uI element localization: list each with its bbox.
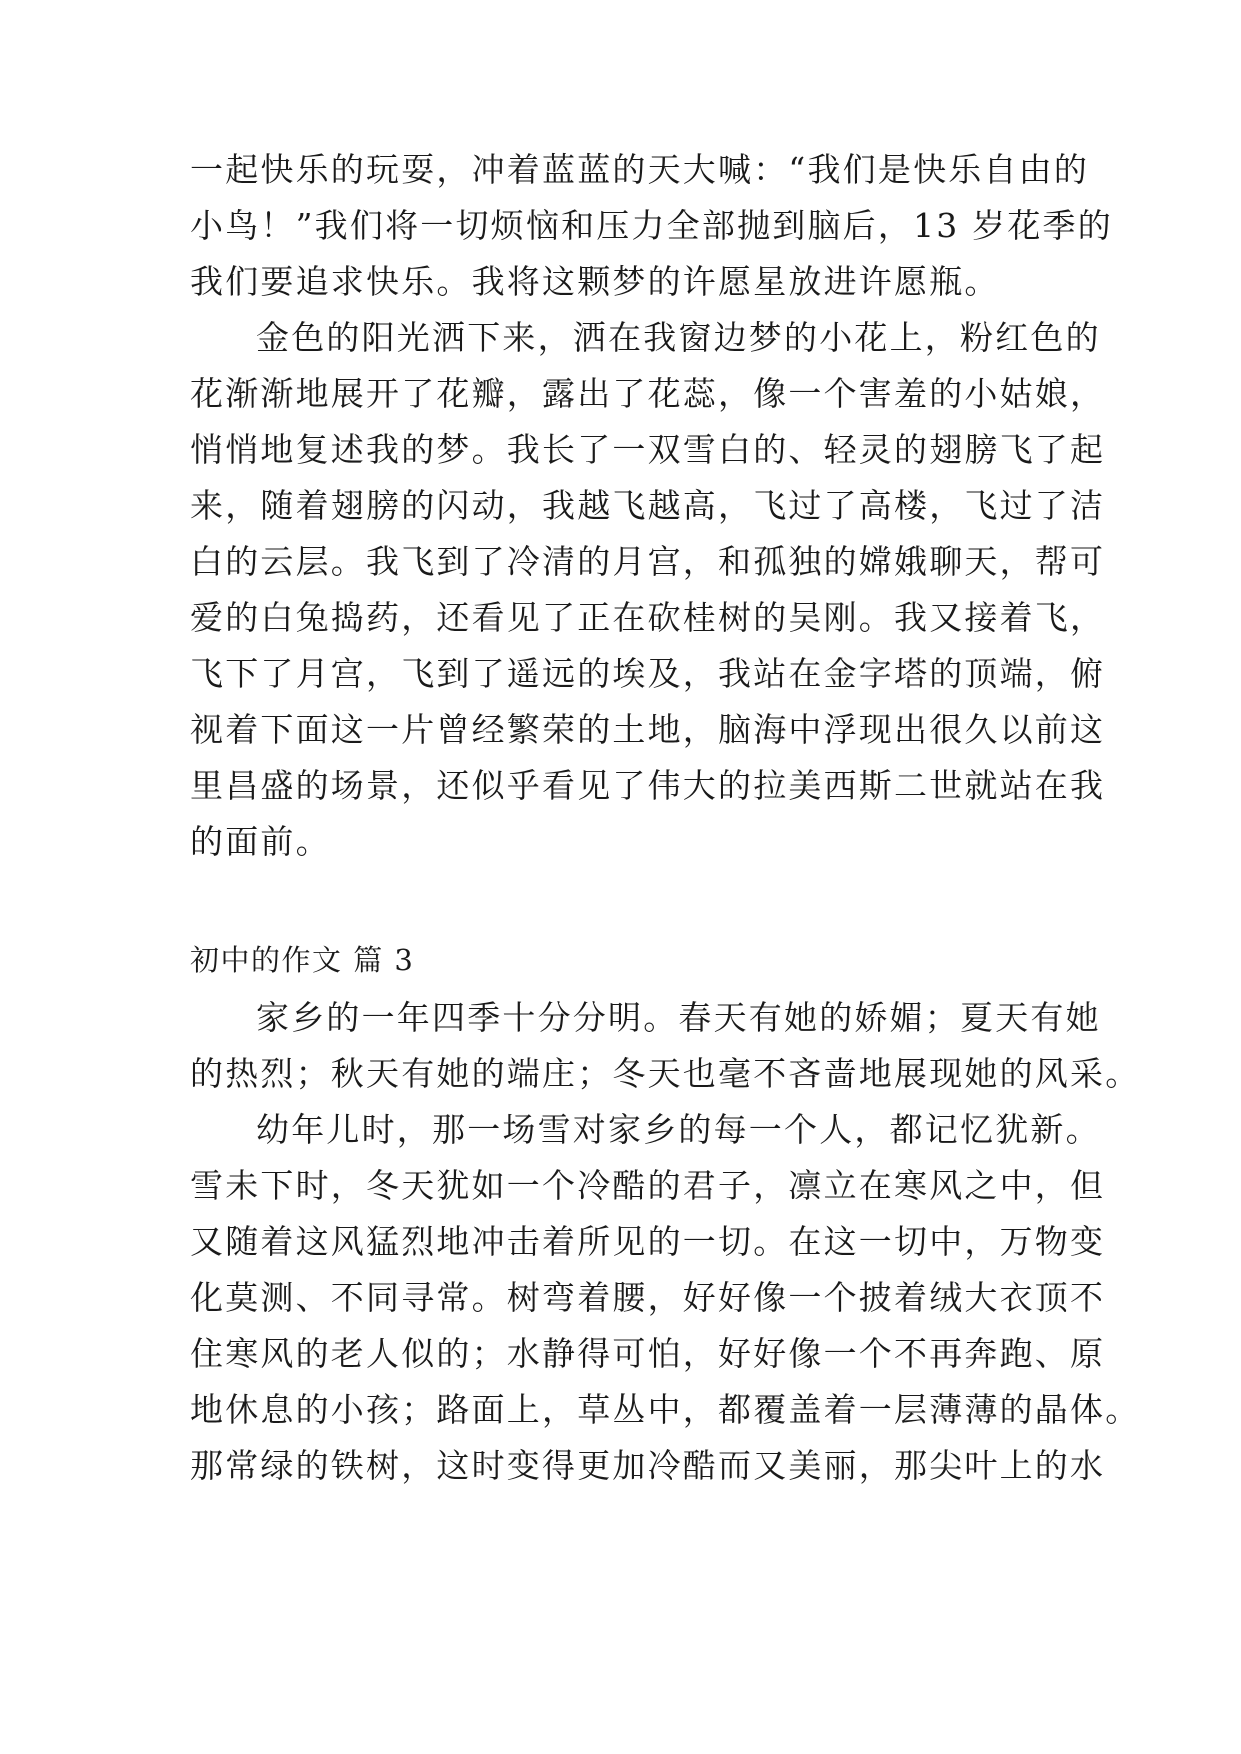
text-line: 家乡的一年四季十分分明。春天有她的娇媚；夏天有她	[256, 998, 1101, 1037]
text-line: 地休息的小孩；路面上，草丛中，都覆盖着一层薄薄的晶体。	[190, 1390, 1141, 1429]
text-line: 里昌盛的场景，还似乎看见了伟大的拉美西斯二世就站在我	[190, 766, 1106, 805]
text-line: 爱的白兔捣药，还看见了正在砍桂树的吴刚。我又接着飞，	[190, 598, 1106, 637]
text-line: 来，随着翅膀的闪动，我越飞越高，飞过了高楼，飞过了洁	[190, 486, 1106, 525]
text-line: 花渐渐地展开了花瓣，露出了花蕊，像一个害羞的小姑娘，	[190, 374, 1106, 413]
text-line: 化莫测、不同寻常。树弯着腰，好好像一个披着绒大衣顶不	[190, 1278, 1106, 1317]
text-line: 又随着这风猛烈地冲击着所见的一切。在这一切中，万物变	[190, 1222, 1106, 1261]
section-heading: 初中的作文 篇 3	[190, 943, 415, 977]
text-line: 小鸟！”我们将一切烦恼和压力全部抛到脑后，13 岁花季的	[190, 206, 1113, 245]
text-line: 视着下面这一片曾经繁荣的土地，脑海中浮现出很久以前这	[190, 710, 1106, 749]
text-line: 飞下了月宫，飞到了遥远的埃及，我站在金字塔的顶端，俯	[190, 654, 1106, 693]
text-line: 我们要追求快乐。我将这颗梦的许愿星放进许愿瓶。	[190, 262, 1000, 301]
document-page	[190, 0, 1141, 1754]
text-line: 的热烈；秋天有她的端庄；冬天也毫不吝啬地展现她的风采。	[190, 1054, 1141, 1093]
text-line: 金色的阳光洒下来，洒在我窗边梦的小花上，粉红色的	[256, 318, 1101, 357]
text-line: 幼年儿时，那一场雪对家乡的每一个人，都记忆犹新。	[256, 1110, 1101, 1149]
text-line: 雪未下时，冬天犹如一个冷酷的君子，凛立在寒风之中，但	[190, 1166, 1106, 1205]
text-line: 的面前。	[190, 822, 331, 861]
text-line: 悄悄地复述我的梦。我长了一双雪白的、轻灵的翅膀飞了起	[190, 430, 1106, 469]
text-line: 住寒风的老人似的；水静得可怕，好好像一个不再奔跑、原	[190, 1334, 1106, 1373]
text-line: 一起快乐的玩耍，冲着蓝蓝的天大喊：“我们是快乐自由的	[190, 150, 1090, 189]
text-line: 白的云层。我飞到了冷清的月宫，和孤独的嫦娥聊天，帮可	[190, 542, 1106, 581]
text-line: 那常绿的铁树，这时变得更加冷酷而又美丽，那尖叶上的水	[190, 1446, 1106, 1485]
